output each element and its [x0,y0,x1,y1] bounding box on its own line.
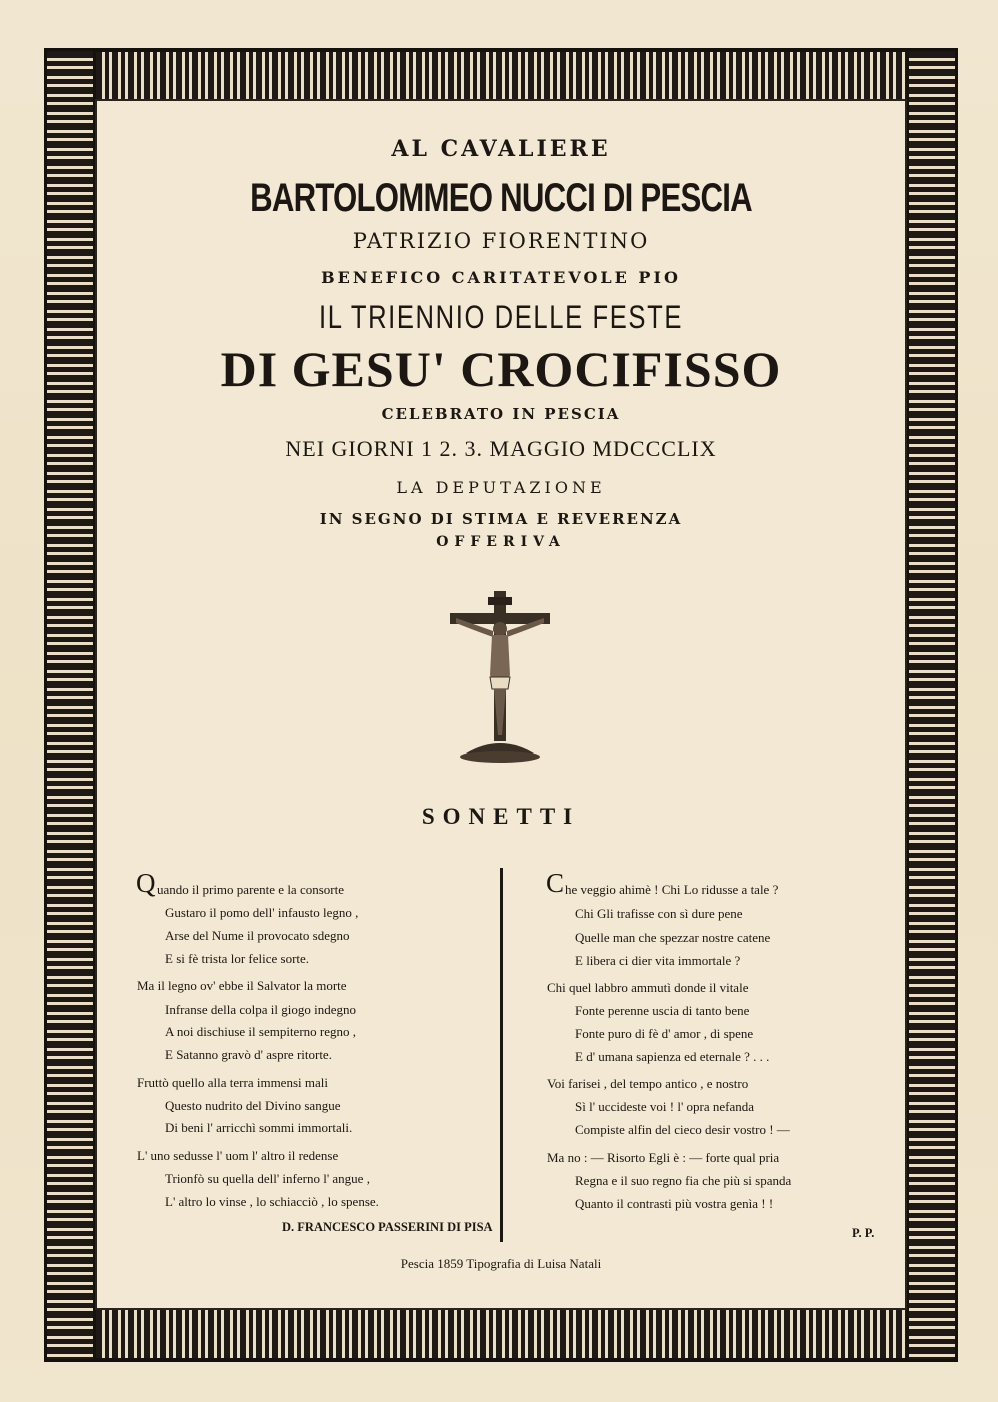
verse-line: he veggio ahimè ! Chi Lo ridusse a tale ? [565,882,779,897]
honoree-name: BARTOLOMMEO NUCCI DI PESCIA [250,176,752,220]
feast-title: DI GESU' CROCIFISSO [220,341,782,397]
dedication-line: AL CAVALIERE [391,136,611,162]
celebration-dates: NEI GIORNI 1 2. 3. MAGGIO MDCCCLIX [285,436,717,461]
verse-line: Questo nudrito del Divino sangue [165,1098,341,1113]
column-divider [500,868,503,1242]
verse-line: Regna e il suo regno fia che più si spanda [575,1173,792,1188]
celebration-place: CELEBRATO IN PESCIA [381,405,621,423]
verse-line: E libera ci dier vita immortale ? [575,953,741,968]
verse-line: A noi dischiuse il sempiterno regno , [165,1024,357,1039]
verse-line: Fruttò quello alla terra immensi mali [137,1075,328,1090]
verse-line: uando il primo parente e la consorte [157,882,344,897]
ornamental-border-left [44,48,96,1362]
drop-cap: C [546,868,565,898]
verse-line: Gustaro il pomo dell' infausto legno , [165,905,359,920]
verse-line: Compiste alfin del cieco desir vostro ! — [575,1122,790,1137]
verse-line: Trionfò su quella dell' inferno l' angue , [165,1171,370,1186]
verse-line: E si fè trista lor felice sorte. [165,951,310,966]
verse-line: Ma il legno ov' ebbe il Salvator la morte [137,978,347,993]
verse-line: E Satanno gravò d' aspre ritorte. [165,1047,332,1062]
drop-cap: Q [136,868,156,898]
verse-line: Quelle man che spezzar nostre catene [575,930,771,945]
verse-line: Chi Gli trafisse con sì dure pene [575,906,743,921]
verse-line: Chi quel labbro ammutì donde il vitale [547,980,749,995]
deputation: LA DEPUTAZIONE [396,478,606,497]
esteem-line: IN SEGNO DI STIMA E REVERENZA [319,510,683,528]
section-title: SONETTI [421,804,581,829]
signature-right: P. P. [852,1226,875,1240]
signature-left: D. FRANCESCO PASSERINI DI PISA [282,1220,493,1234]
verse-line: Ma no : — Risorto Egli è : — forte qual pria [547,1150,780,1165]
verse-line: Infranse della colpa il giogo indegno [165,1002,356,1017]
verse-line: L' uno sedusse l' uom l' altro il redense [137,1148,339,1163]
verse-line: E d' umana sapienza ed eternale ? . . . [575,1049,770,1064]
printer-imprint: Pescia 1859 Tipografia di Luisa Natali [400,1256,602,1271]
feast-line: IL TRIENNIO DELLE FESTE [319,299,683,335]
honoree-title: PATRIZIO FIORENTINO [352,229,650,253]
offered-line: OFFERIVA [436,534,566,550]
verse-line: Sì l' uccideste voi ! l' opra nefanda [575,1099,755,1114]
verse-line: Voi farisei , del tempo antico , e nostro [547,1076,749,1091]
crucifix-icon [446,585,554,767]
verse-line: Quanto il contrasti più vostra genìa ! ! [575,1196,774,1211]
ornamental-border-right [906,48,958,1362]
verse-line: Arse del Nume il provocato sdegno [165,928,350,943]
verse-line: Fonte perenne uscia di tanto bene [575,1003,750,1018]
verse-line: Fonte puro di fè d' amor , di spene [575,1026,754,1041]
verse-line: Di beni l' arricchì sommi immortali. [165,1120,353,1135]
honoree-virtues: BENEFICO CARITATEVOLE PIO [321,268,681,287]
verse-line: L' altro lo vinse , lo schiacciò , lo spense. [165,1194,379,1209]
